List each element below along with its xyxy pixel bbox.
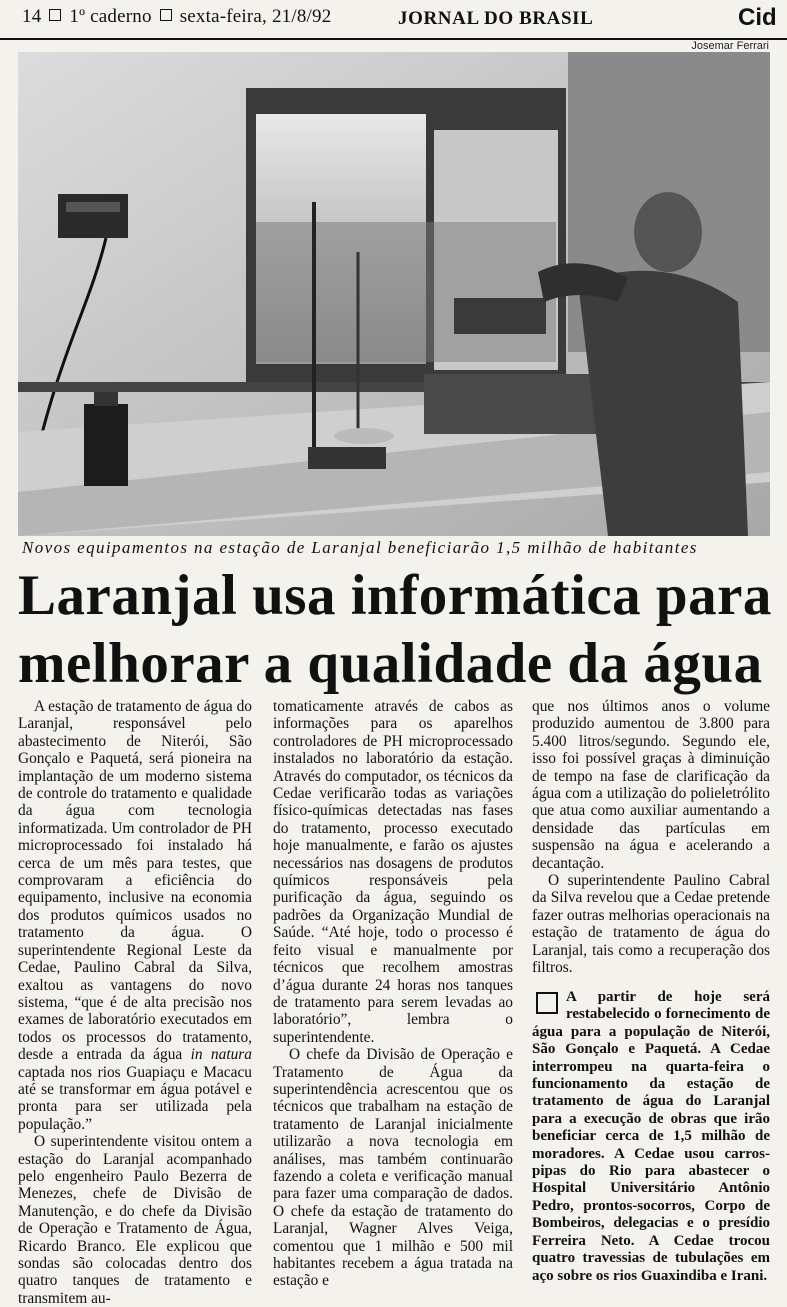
article-column-1: [18, 698, 252, 1307]
lab-photo-illustration: [18, 52, 770, 536]
note-text: A partir de hoje será restabelecido o fornecimento de água para a população de Niterói, São Gonçalo e Paquetá. A Cedae interrompeu na quarta-feira o funcionamento da estação de tratamento de água do Laranjal para a execução de obras que irão beneficiar cerca de 1,5 milhão de moradores. A Cedae usou carros-pipas do Rio para abastecer o Hospital Universitário Antônio Pedro, prontos-socorros, Corpo de Bombeiros, delegacias e o presídio Ferreira Neto. A Cedae trocou quatro travessias de tubulações em aço sobre os rios Guaxindiba e Irani.: [532, 989, 770, 1284]
lab-photo: [18, 52, 770, 536]
photo-caption: Novos equipamentos na estação de Laranjal beneficiarão 1,5 milhão de habitantes: [22, 538, 698, 557]
header-info: [22, 6, 331, 28]
paragraph-text: captada nos rios Guapiaçu e Macacu até se transformar em água potável e pronta para ser utilizada pela população.”: [18, 1063, 252, 1133]
note-box-icon: [536, 992, 558, 1014]
headline-line-2: melhorar a qualidade da água: [18, 632, 763, 695]
issue-date: sexta-feira, 21/8/92: [179, 6, 332, 27]
article-paragraph: que nos últimos anos o volume produzido aumentou de 3.800 para 5.400 litros/segundo. Segundo ele, isso foi possível graças à diminuição de tempo na fase de clarificação da água com a utilização do polieletrólito que atua como auxiliar aumentando a densidade das partículas em suspensão na água e acelerando a decantação.: [532, 698, 770, 872]
paragraph-text: A estação de tratamento de água do Laranjal, responsável pelo abastecimento de Niterói, São Gonçalo e Paquetá, será pioneira na implantação de um moderno sistema de controle do tratamento e qualidade da água com tecnologia informatizada. Um controlador de PH microprocessado foi instalado há cerca de um mês para testes, que comprovaram a eficiência do equipamento, inclusive na economia dos produtos químicos usados no tratamento da água. O superintendente Regional Leste da Cedae, Paulino Cabral da Silva, exaltou as vantagens do novo sistema, “que é de alta precisão nos exames de laboratório executados em todos os processos do tratamento, desde a entrada da água: [18, 698, 252, 1064]
separator-box-icon: [49, 9, 61, 21]
page-header: [0, 0, 787, 40]
photo-credit: Josemar Ferrari: [691, 40, 769, 52]
article-column-2: [273, 698, 513, 1290]
article-paragraph: tomaticamente através de cabos as informações para os aparelhos controladores de PH microprocessado instalados no laboratório da estação. Através do computador, os técnicos da Cedae verificarão todas as variações físico-químicas detectadas nas fases do tratamento, processo executado hoje manualmente, e farão os ajustes necessários nas dosagens de produtos químicos responsáveis pela purificação da água, seguindo os padrões da Organização Mundial de Saúde. “Até hoje, todo o processo é feito visual e manualmente por técnicos que recolhem amostras d’água durante 24 horas nos tanques de tratamento para serem levadas ao laboratório”, lembra o superintendente.: [273, 698, 513, 1046]
article-paragraph: [18, 698, 252, 1133]
headline: [18, 562, 782, 698]
headline-line-1: Laranjal usa informática para: [18, 564, 772, 627]
article-column-3: [532, 698, 770, 977]
newspaper-masthead: JORNAL DO BRASIL: [398, 8, 594, 29]
page-number: 14: [22, 6, 42, 27]
article-paragraph: O superintendente visitou ontem a estação do Laranjal acompanhado pelo engenheiro Paulo Bezerra de Menezes, chefe de Divisão de Manutenção, e do chefe da Divisão de Operação e Tratamento de Água, Ricardo Branco. Ele explicou que sondas são colocadas dentro dos quatro tanques de tratamento e transmitem au-: [18, 1133, 252, 1307]
italic-term: in natura: [190, 1046, 252, 1064]
article-paragraph: O chefe da Divisão de Operação e Tratamento de Água da superintendência acrescentou que os técnicos que trabalham na estação de tratamento de Laranjal inicialmente utilizarão a nova tecnologia em análises, mas também continuarão fazendo a coleta e verificação manual para fazer uma comparação de dados. O chefe da estação de tratamento do Laranjal, Wagner Alves Veiga, comentou que 1 milhão e 500 mil habitantes recebem a água tratada na estação e: [273, 1046, 513, 1290]
section-label: 1º caderno: [69, 6, 152, 27]
separator-box-icon: [160, 9, 172, 21]
section-tab: Cid: [738, 4, 777, 31]
service-note: [532, 989, 770, 1285]
article-paragraph: O superintendente Paulino Cabral da Silva revelou que a Cedae pretende fazer outras melhorias operacionais na estação de tratamento de água do Laranjal, tais como a recuperação dos filtros.: [532, 872, 770, 977]
